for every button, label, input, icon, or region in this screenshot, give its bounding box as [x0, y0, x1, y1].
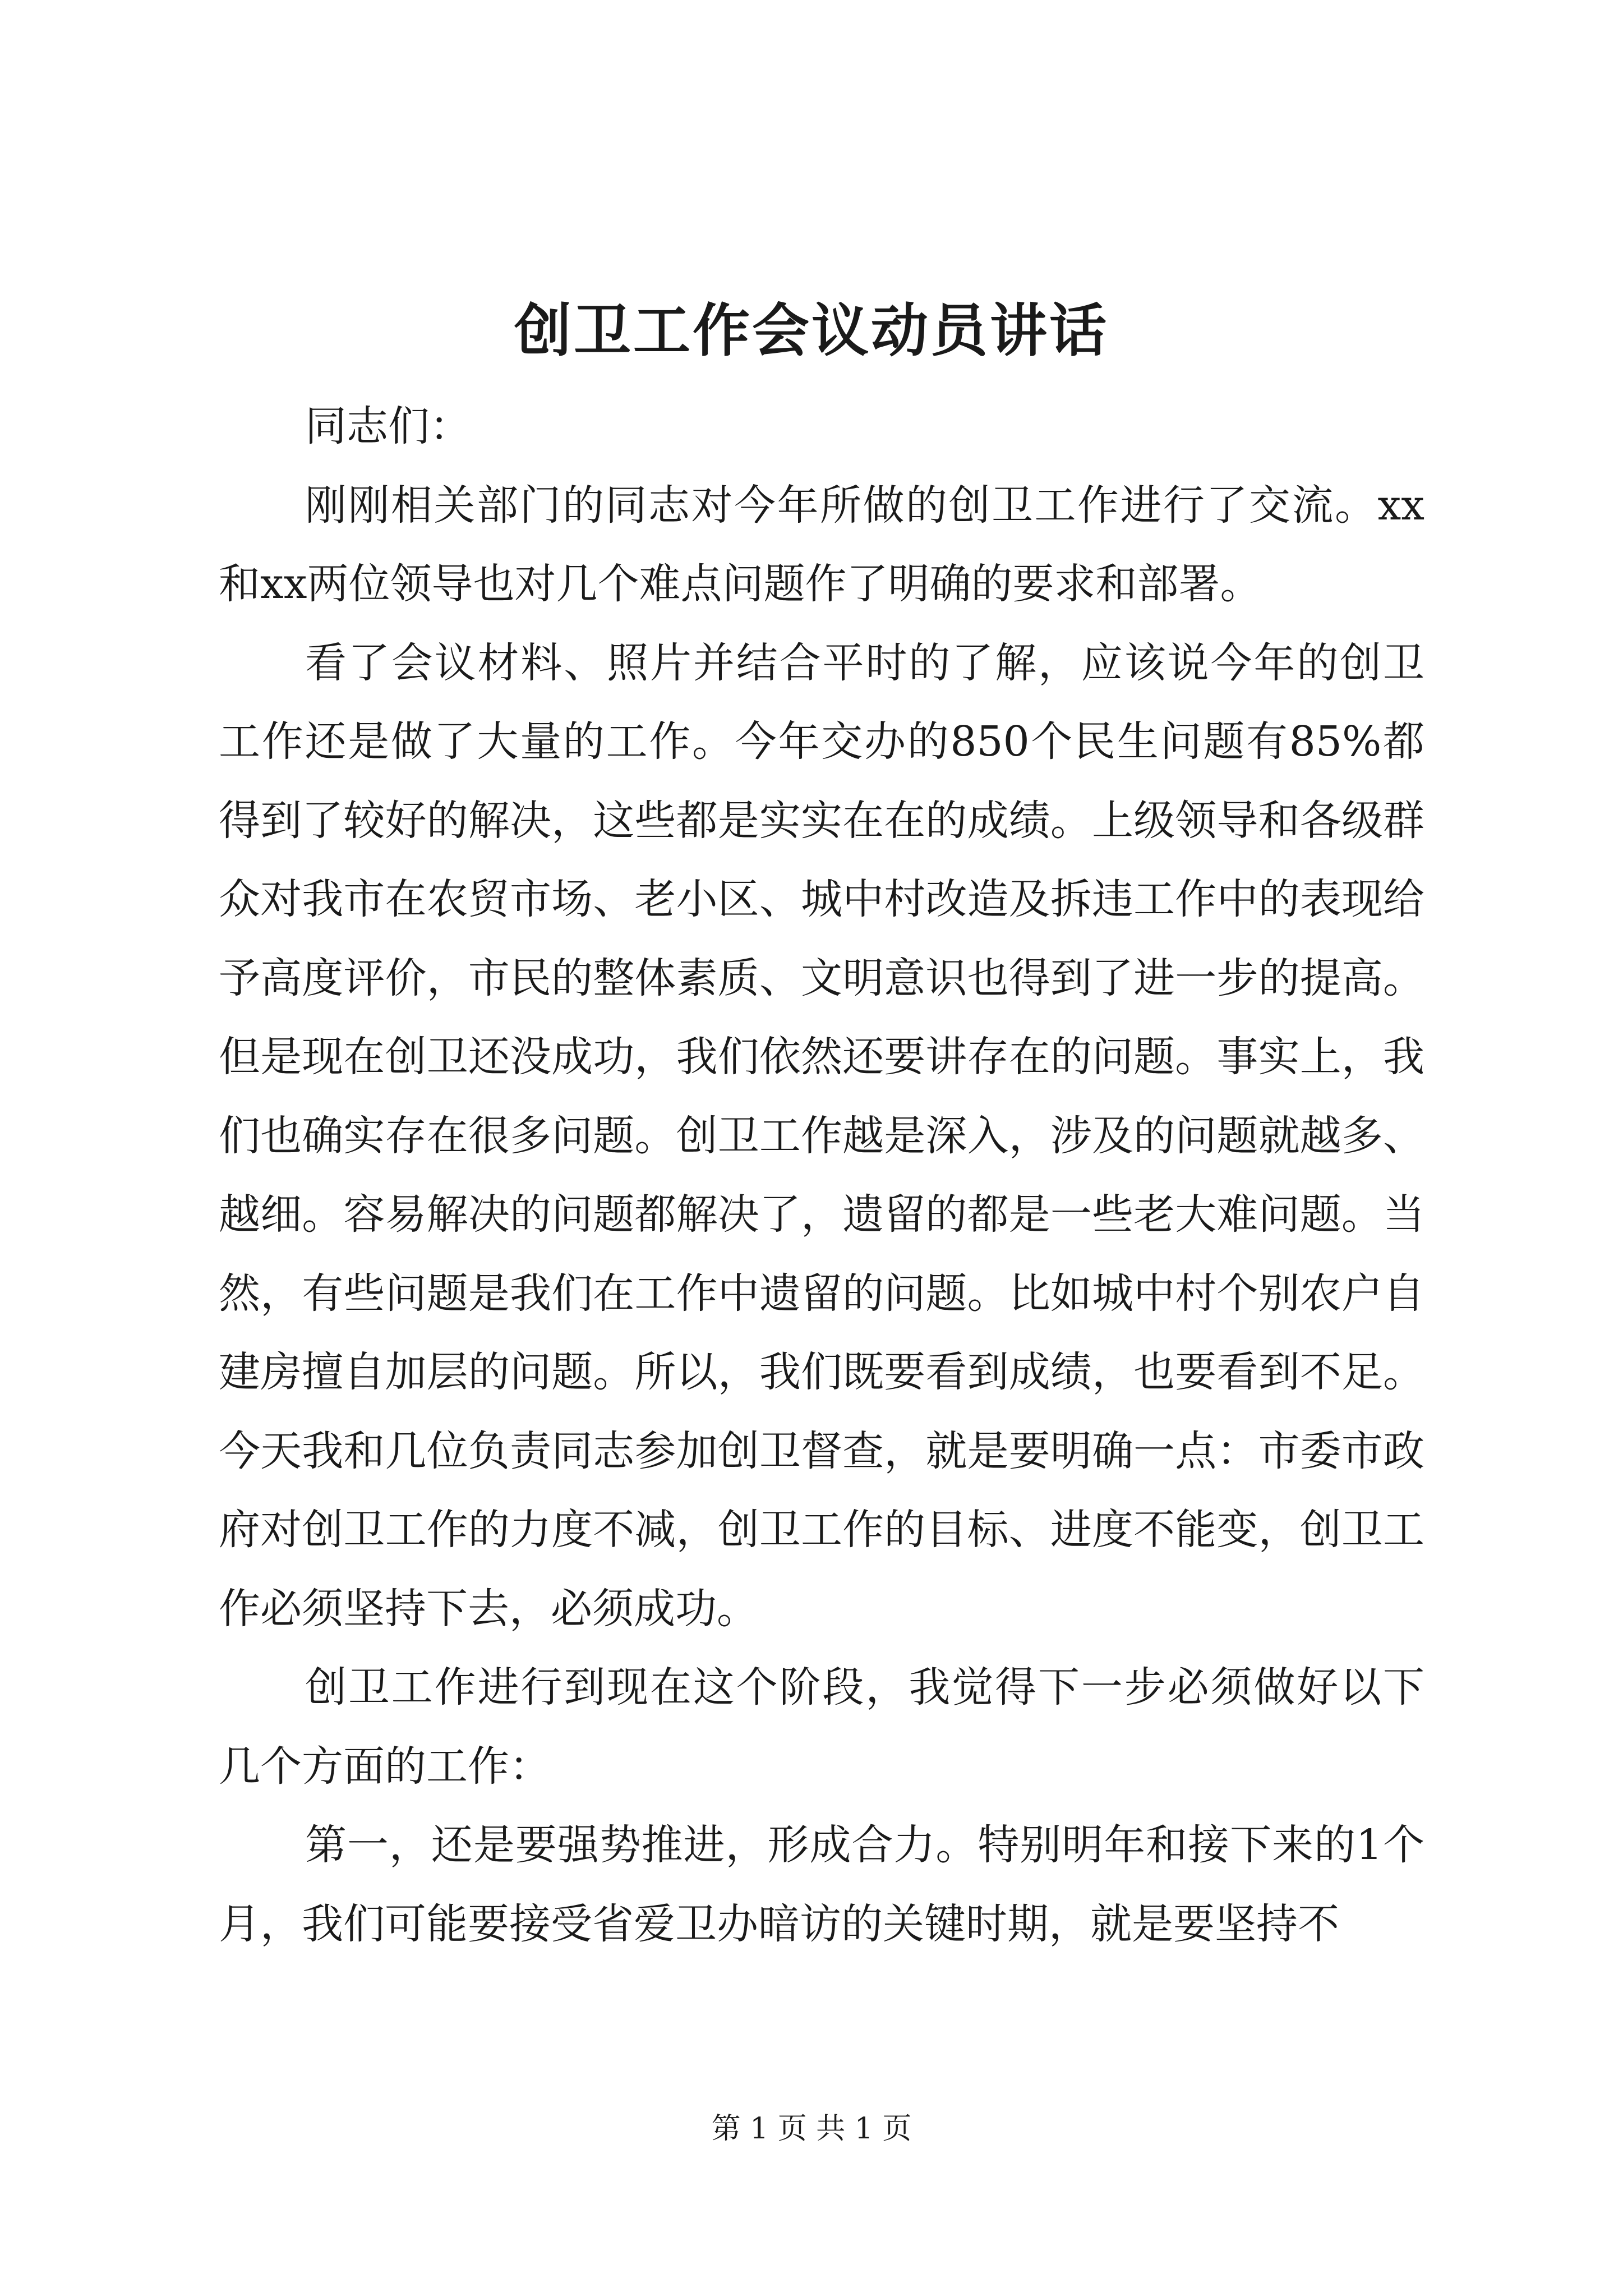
- paragraph-4: 第一，还是要强势推进，形成合力。特别明年和接下来的1个月，我们可能要接受省爱卫办暗访的关键时期，就是要坚持不: [219, 1821, 1424, 1948]
- paragraph-salutation: 同志们：: [305, 402, 471, 450]
- document-title: 创卫工作会议动员讲话: [514, 297, 1109, 365]
- paragraph-1: 刚刚相关部门的同志对今年所做的创卫工作进行了交流。xx和xx两位领导也对几个难点问题作了明确的要求和部署。: [219, 481, 1424, 608]
- paragraph-2: 看了会议材料、照片并结合平时的了解，应该说今年的创卫工作还是做了大量的工作。今年交办的850个民生问题有85%都得到了较好的解决，这些都是实实在在的成绩。上级领导和各级群众对我市在农贸市场、老小区、城中村改造及拆违工作中的表现给予高度评价，市民的整体素质、文明意识也得到了进一步的提高。但是现在创卫还没成功，我们依然还要讲存在的问题。事实上，我们也确实存在很多问题。创卫工作越是深入，涉及的问题就越多、越细。容易解决的问题都解决了，遗留的都是一些老大难问题。当然，有些问题是我们在工作中遗留的问题。比如城中村个别农户自建房擅自加层的问题。所以，我们既要看到成绩，也要看到不足。今天我和几位负责同志参加创卫督查，就是要明确一点：市委市政府对创卫工作的力度不减，创卫工作的目标、进度不能变，创卫工作必须坚持下去，必须成功。: [219, 638, 1424, 1633]
- document-body: [219, 387, 1424, 1963]
- paragraph-3: 创卫工作进行到现在这个阶段，我觉得下一步必须做好以下几个方面的工作：: [219, 1663, 1424, 1791]
- page-footer: 第 1 页 共 1 页: [711, 2112, 912, 2146]
